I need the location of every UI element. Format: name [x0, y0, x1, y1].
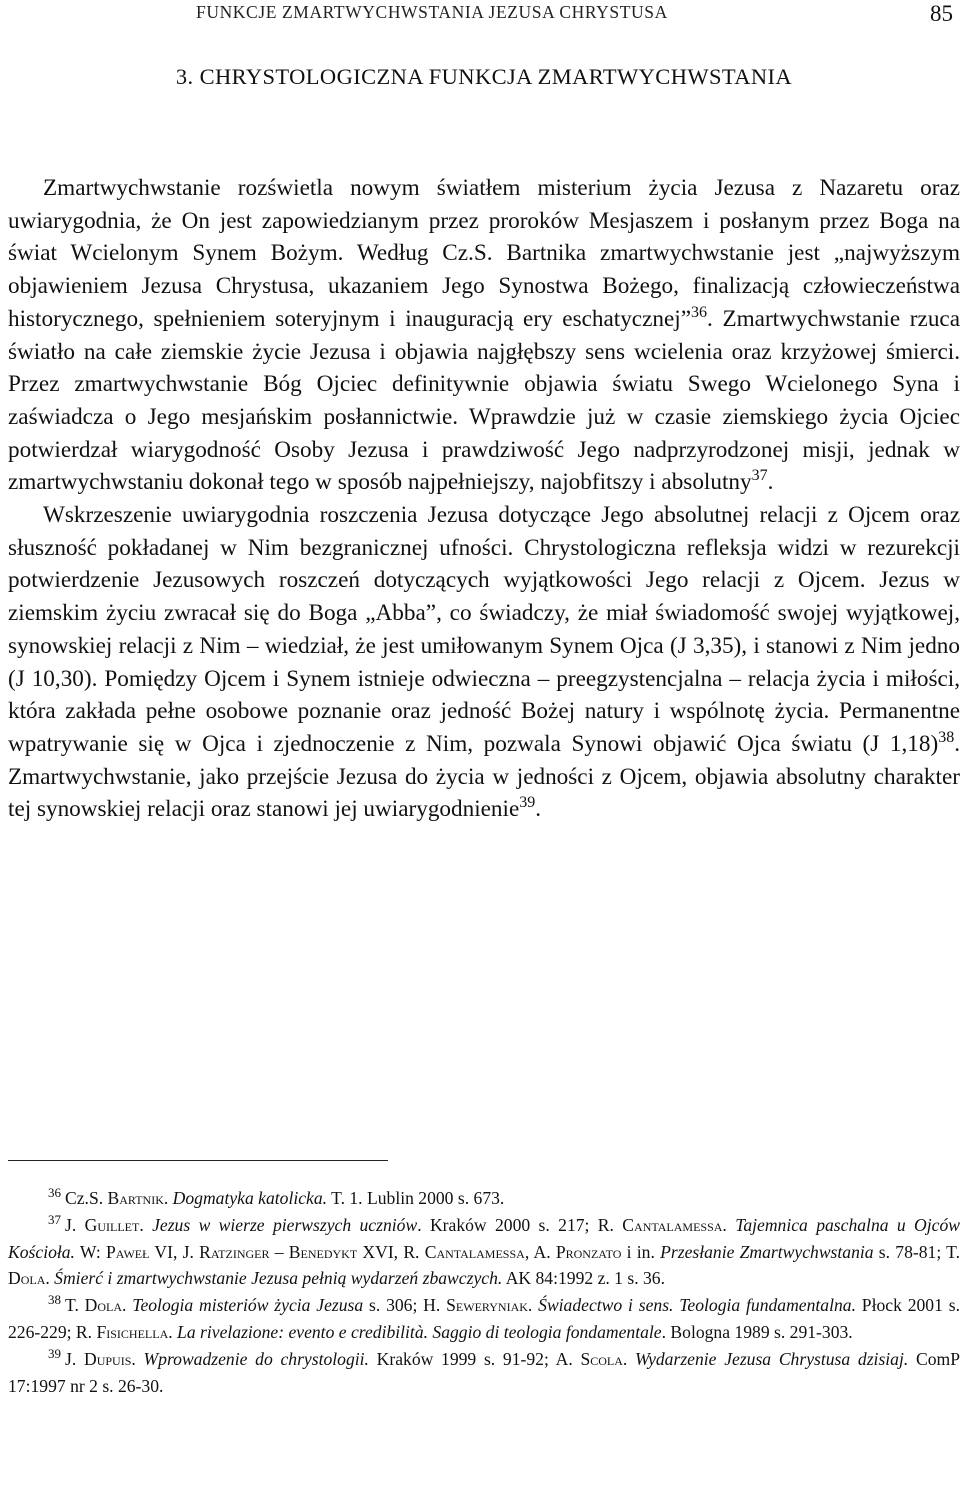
footnote-text: VI, J. — [149, 1241, 200, 1262]
work-title: Tajemnica paschalna u Ojców Kościoła. — [8, 1214, 960, 1262]
work-title: Wprowadzenie do chrystologii. — [143, 1348, 369, 1369]
footnote-ref-39[interactable]: 39 — [519, 794, 536, 812]
footnote-36 — [8, 1185, 960, 1212]
section-heading: 3. CHRYSTOLOGICZNA FUNKCJA ZMARTWYCHWSTANIA — [175, 64, 793, 89]
footnote-text: . — [622, 1348, 636, 1369]
running-header — [8, 0, 960, 30]
footnote-text: W: — [74, 1241, 106, 1262]
footnote-text: AK 84:1992 z. 1 s. 36. — [502, 1268, 666, 1289]
footnote-number: 37 — [48, 1211, 61, 1227]
author-name: Scola — [580, 1348, 623, 1369]
work-title: Świadectwo i sens. Teologia fundamentalna. — [538, 1295, 856, 1316]
footnote-number: 38 — [48, 1292, 61, 1308]
author-name: Paweł — [105, 1241, 150, 1262]
author-name: Dola — [84, 1295, 123, 1316]
footnote-text: i in. — [621, 1241, 661, 1262]
footnote-number: 39 — [48, 1345, 61, 1361]
work-title: Wydarzenie Jezusa Chrystusa dzisiaj. — [635, 1348, 909, 1369]
paragraph-2-text-c: . — [535, 796, 542, 823]
footnote-text: ComP 17:1997 nr 2 s. 26-30. — [8, 1348, 960, 1396]
footnote-text: . — [168, 1321, 178, 1342]
author-name: Cantalamessa — [424, 1241, 525, 1262]
work-title: Teologia misteriów życia Jezusa — [132, 1295, 364, 1316]
author-name: Dola — [8, 1268, 46, 1289]
footnote-text: . — [122, 1295, 133, 1316]
author-name: Bartnik — [107, 1188, 164, 1208]
paragraph-2 — [8, 499, 960, 826]
footnote-text: . Bologna 1989 s. 291-303. — [661, 1321, 853, 1342]
paragraph-1 — [8, 172, 960, 499]
body-text — [8, 172, 960, 826]
author-name: Dupuis — [83, 1348, 132, 1369]
footnote-text: . Kraków 2000 s. 217; R. — [417, 1214, 623, 1235]
footnote-text: . — [131, 1348, 144, 1369]
footnote-text: . — [722, 1214, 736, 1235]
paragraph-2-text-b: . Zmartwychwstanie, jako przejście Jezusa do życia w jedności z Ojcem, objawia absolutny charakter tej synowskiej relacji oraz stanowi jej uwiarygodnienie — [8, 730, 960, 823]
paragraph-2-text-a: Wskrzeszenie uwiarygodnia roszczenia Jezusa dotyczące Jego absolutnej relacji z Ojcem oraz słuszność pokładanej w Nim bezgranicznej ufności. Chrystologiczna refleksja widzi w rezurekcji potwierdzenie Jezusowych roszczeń dotyczących wyjątkowości Jego relacji z Ojcem. Jezus w ziemskim życiu zwracał się do Boga „Abba”, co świadczy, że miał świadomość swojej wyjątkowej, synowskiej relacji z Nim – wiedział, że jest umiłowanym Synem Ojca (J 3,35), i stanowi z Nim jedno (J 10,30). Pomiędzy Ojcem i Synem istnieje odwieczna – preegzystencjalna – relacja życia i miłości, która zakłada pełne osobowe poznanie oraz jedność Bożej natury i wspólnotę życia. Permanentne wpatrywanie się w Ojca i zjednoczenie z Nim, pozwala Synowi objawić Ojca światu (J 1,18) — [8, 502, 960, 757]
author-name: Fisichella — [96, 1321, 169, 1342]
page-number: 85 — [930, 1, 953, 26]
author-name: Guillet — [84, 1214, 140, 1235]
footnote-text: s. 306; H. — [363, 1295, 447, 1316]
author-name: Ratzinger — [199, 1241, 270, 1262]
footnote-38 — [8, 1292, 960, 1346]
footnote-text: T. 1. Lublin 2000 s. 673. — [327, 1188, 505, 1208]
footnote-text: Kraków 1999 s. 91-92; A. — [368, 1348, 581, 1369]
work-title: Jezus w wierze pierwszych uczniów — [152, 1214, 418, 1235]
footnote-text: – — [269, 1241, 289, 1262]
document-page — [8, 0, 960, 1491]
paragraph-1-text-c: . — [767, 469, 774, 496]
work-title: Śmierć i zmartwychwstanie Jezusa pełnią wydarzeń zbawczych. — [54, 1268, 503, 1289]
footnote-39 — [8, 1346, 960, 1400]
footnote-ref-37[interactable]: 37 — [751, 467, 768, 485]
author-name: Benedykt — [288, 1241, 358, 1262]
footnote-text: Płock 2001 s. 226-229; R. — [8, 1295, 960, 1342]
footnote-text: . — [527, 1295, 539, 1316]
footnote-text: , A. — [524, 1241, 556, 1262]
footnote-text: . — [45, 1268, 55, 1289]
work-title: La rivelazione: evento e credibilità. Saggio di teologia fondamentale — [177, 1321, 662, 1342]
footnote-separator — [8, 1160, 388, 1161]
footnote-text: . — [139, 1214, 153, 1235]
running-header-title: FUNKCJE ZMARTWYCHWSTANIA JEZUSA CHRYSTUSA — [196, 2, 668, 22]
footnote-text: Cz.S. — [65, 1188, 108, 1208]
author-name: Pronzato — [555, 1241, 622, 1262]
footnote-text: T. — [65, 1295, 85, 1316]
paragraph-1-text-a: Zmartwychwstanie rozświetla nowym światłem misterium życia Jezusa z Nazaretu oraz uwiarygodnia, że On jest zapowiedzianym przez proroków Mesjaszem i posłanym przez Boga na świat Wcielonym Synem Bożym. Według Cz.S. Bartnika zmartwychwstanie jest „najwyższym objawieniem Jezusa Chrystusa, ukazaniem Jego Synostwa Bożego, finalizacją człowieczeństwa historycznego, spełnieniem soteryjnym i inauguracją ery eschatycznej” — [8, 175, 960, 332]
footnote-ref-38[interactable]: 38 — [938, 728, 955, 746]
author-name: Seweryniak — [446, 1295, 528, 1316]
work-title: Dogmatyka katolicka. — [172, 1188, 328, 1208]
footnote-text: s. 78-81; T. — [873, 1241, 960, 1262]
footnote-ref-36[interactable]: 36 — [691, 303, 708, 321]
footnote-text: J. — [65, 1348, 84, 1369]
paragraph-1-text-b: . Zmartwychwstanie rzuca światło na całe ziemskie życie Jezusa i objawia najgłębszy sens wcielenia oraz krzyżowej śmierci. Przez zmartwychwstanie Bóg Ojciec definitywnie objawia światu Swego Wcielonego Syna i zaświadcza o Jego mesjańskim posłannictwie. Wprawdzie już w czasie ziemskiego życia Ojciec potwierdzał wiarygodność Osoby Jezusa i prawdziwość Jego nadprzyrodzonej misji, jednak w zmartwychwstaniu dokonał tego w sposób najpełniejszy, najobfitszy i absolutny — [8, 305, 960, 496]
footnote-37 — [8, 1212, 960, 1292]
footnote-text: . — [163, 1188, 173, 1208]
footnote-text: J. — [65, 1214, 85, 1235]
work-title: Przesłanie Zmartwychwstania — [660, 1241, 874, 1262]
footnote-number: 36 — [48, 1185, 61, 1200]
footnote-text: XVI, R. — [357, 1241, 425, 1262]
author-name: Cantalamessa — [622, 1214, 723, 1235]
footnotes — [8, 1185, 960, 1399]
